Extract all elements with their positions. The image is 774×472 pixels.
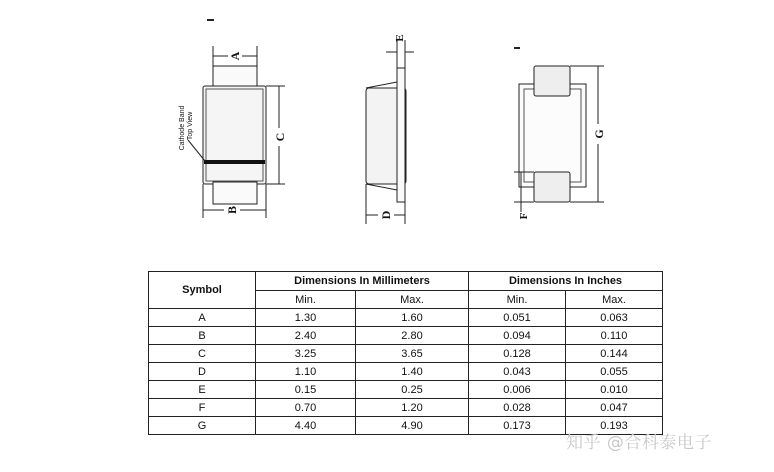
dim-label-d: D — [379, 210, 393, 220]
mm-max-cell: 1.60 — [356, 309, 469, 327]
mm-max-header: Max. — [356, 291, 469, 309]
symbol-cell: B — [149, 327, 256, 345]
table-row — [149, 363, 663, 381]
side-view-drawing — [366, 40, 414, 224]
inch-min-cell: 0.173 — [469, 417, 566, 435]
symbol-cell: C — [149, 345, 256, 363]
mm-max-cell: 4.90 — [356, 417, 469, 435]
mm-max-cell: 0.25 — [356, 381, 469, 399]
bottom-view-drawing — [514, 48, 604, 212]
mm-max-cell: 1.20 — [356, 399, 469, 417]
inch-min-cell: 0.094 — [469, 327, 566, 345]
table-row — [149, 399, 663, 417]
symbol-cell: A — [149, 309, 256, 327]
mm-min-cell: 0.15 — [256, 381, 356, 399]
inch-min-cell: 0.006 — [469, 381, 566, 399]
dim-label-f: F — [518, 212, 530, 220]
table-row — [149, 327, 663, 345]
symbol-cell: F — [149, 399, 256, 417]
table-row — [149, 345, 663, 363]
inch-header: Dimensions In Inches — [469, 272, 663, 291]
dimensions-table — [148, 271, 663, 435]
dim-label-a: A — [228, 51, 242, 61]
mm-max-cell: 1.40 — [356, 363, 469, 381]
watermark: 知乎 @合科泰电子 — [566, 433, 712, 453]
inch-max-cell: 0.010 — [566, 381, 663, 399]
inch-max-cell: 0.063 — [566, 309, 663, 327]
inch-min-cell: 0.028 — [469, 399, 566, 417]
mm-max-cell: 3.65 — [356, 345, 469, 363]
mm-header: Dimensions In Millimeters — [256, 272, 469, 291]
inch-max-cell: 0.047 — [566, 399, 663, 417]
mm-min-cell: 1.30 — [256, 309, 356, 327]
inch-max-cell: 0.055 — [566, 363, 663, 381]
mm-min-cell: 2.40 — [256, 327, 356, 345]
cathode-band-label: Cathode Band — [179, 105, 186, 151]
table-row — [149, 309, 663, 327]
inch-max-cell: 0.110 — [566, 327, 663, 345]
mm-min-cell: 1.10 — [256, 363, 356, 381]
mm-min-cell: 3.25 — [256, 345, 356, 363]
symbol-header: Symbol — [149, 272, 256, 309]
inch-min-cell: 0.043 — [469, 363, 566, 381]
dim-label-b: B — [225, 205, 239, 215]
mm-min-cell: 0.70 — [256, 399, 356, 417]
mm-min-cell: 4.40 — [256, 417, 356, 435]
dim-label-e: E — [394, 34, 406, 42]
dim-label-g: G — [592, 129, 606, 139]
inch-min-cell: 0.128 — [469, 345, 566, 363]
inch-max-cell: 0.193 — [566, 417, 663, 435]
inch-max-cell: 0.144 — [566, 345, 663, 363]
mm-max-cell: 2.80 — [356, 327, 469, 345]
table-row — [149, 381, 663, 399]
inch-min-cell: 0.051 — [469, 309, 566, 327]
symbol-cell: E — [149, 381, 256, 399]
inch-min-header: Min. — [469, 291, 566, 309]
symbol-cell: D — [149, 363, 256, 381]
top-view-label: Top View — [187, 111, 194, 141]
inch-max-header: Max. — [566, 291, 663, 309]
dim-label-c: C — [273, 132, 287, 142]
mm-min-header: Min. — [256, 291, 356, 309]
symbol-cell: G — [149, 417, 256, 435]
top-view-drawing — [188, 20, 285, 218]
